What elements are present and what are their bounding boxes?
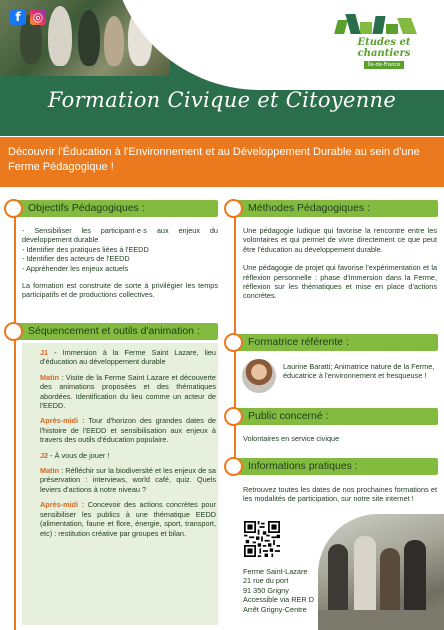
infos-header bbox=[230, 458, 438, 475]
public-header bbox=[230, 408, 438, 425]
page-title: Formation Civique et Citoyenne bbox=[47, 88, 397, 112]
group-photo bbox=[318, 514, 444, 630]
methodes-paragraph: Une pédagogie de projet qui favorise l'expérimentation et la réflexion personnelle : phase d'immersion dans la Ferme, réflexion sur les thématiques et mise en place d'actions concrètes. bbox=[243, 263, 437, 301]
section-bullet-icon bbox=[224, 407, 243, 426]
section-bullet-icon bbox=[224, 457, 243, 476]
methodes-title: Méthodes Pédagogiques : bbox=[248, 202, 371, 214]
header-banner bbox=[0, 0, 444, 136]
logo-name: Etudes et chantiers bbox=[357, 37, 411, 59]
address-line: Ferme Saint-Lazare bbox=[243, 567, 308, 576]
methodes-body bbox=[243, 226, 437, 307]
section-bullet-icon bbox=[4, 322, 23, 341]
objectifs-header bbox=[10, 200, 218, 217]
sequencement-body: J1 - Immersion à la Ferme Saint Lazare, lieu d'éducation au développement durable Matin : Visite de la Ferme Saint Lazare et découverte des animations proposées et des thématiques abordées. Identification du lieu comme un acteur de l'EEDD. Après-midi : Tour d'horizon des grandes dates de l'histoire de l'EEDD et sensibilisation aux enjeux à travers des outils d'éducation populaire. J2 - À vous de jouer ! Matin : Réfléchir sur la biodiversité et les enjeux de sa préservation : interviews, world café, quiz. Quels leviers d'actions à notre niveau ? Après-midi : Concevoir des actions concrètes pour sensibiliser les publics à une thématique EEDD (alimentation, faune et flore, énergie, sport, transport, etc) : restitution créative par groupes et bilan. bbox=[40, 348, 216, 538]
avatar bbox=[242, 359, 276, 393]
public-title: Public concerné : bbox=[248, 410, 329, 422]
methodes-paragraph: Une pédagogie ludique qui favorise la rencontre entre les volontaires et qui permet de vivre directement ce que peut être l'éducation au développement durable. bbox=[243, 226, 437, 254]
sequencement-header bbox=[10, 323, 218, 340]
address-line: 91 350 Grigny bbox=[243, 585, 289, 595]
left-timeline-line bbox=[14, 213, 16, 630]
instagram-icon[interactable]: ◎ bbox=[30, 9, 46, 25]
objectifs-item: - Sensibiliser les participant·e·s aux enjeux du développement durable bbox=[22, 226, 218, 245]
methodes-header bbox=[230, 200, 438, 217]
qr-code-icon[interactable] bbox=[244, 521, 280, 557]
section-bullet-icon bbox=[224, 199, 243, 218]
facebook-icon[interactable]: f bbox=[10, 9, 26, 25]
formatrice-text: Laurine Baratti; Animatrice nature de la Ferme, éducatrice à l'environnement et fresqueuse ! bbox=[283, 362, 435, 381]
sequencement-title: Séquencement et outils d'animation : bbox=[28, 325, 200, 337]
address-line: Accessible via RER D bbox=[243, 595, 314, 605]
objectifs-body bbox=[22, 226, 218, 300]
logo-mark-icon bbox=[330, 12, 438, 34]
formatrice-header bbox=[230, 334, 438, 351]
public-text: Volontaires en service civique bbox=[243, 434, 340, 443]
section-bullet-icon bbox=[224, 333, 243, 352]
objectifs-item: - Identifier des pratiques liées à l'EEDD bbox=[22, 244, 149, 254]
section-bullet-icon bbox=[4, 199, 23, 218]
address-line: Arrêt Grigny-Centre bbox=[243, 604, 307, 614]
objectifs-title: Objectifs Pédagogiques : bbox=[28, 202, 145, 214]
address-line: 21 rue du port bbox=[243, 576, 289, 586]
logo-tag: Île-de-France bbox=[364, 61, 404, 69]
address-block bbox=[243, 567, 323, 614]
intro-band: Découvrir l'Éducation à l'Environnement et au Développement Durable au sein d'une Ferme Pédagogique ! bbox=[0, 137, 444, 187]
logo bbox=[330, 12, 438, 72]
formatrice-title: Formatrice référente : bbox=[248, 336, 349, 348]
social-links bbox=[10, 9, 46, 25]
infos-title: Informations pratiques : bbox=[248, 460, 358, 472]
objectifs-paragraph: La formation est construite de sorte à privilégier les temps participatifs et de productions collectives. bbox=[22, 281, 218, 300]
objectifs-item: - Identifier des acteurs de l'EEDD bbox=[22, 254, 130, 264]
objectifs-item: - Appréhender les enjeux actuels bbox=[22, 263, 129, 273]
infos-text: Retrouvez toutes les dates de nos prochaines formations et les modalités de participation, sur notre site internet ! bbox=[243, 485, 437, 504]
